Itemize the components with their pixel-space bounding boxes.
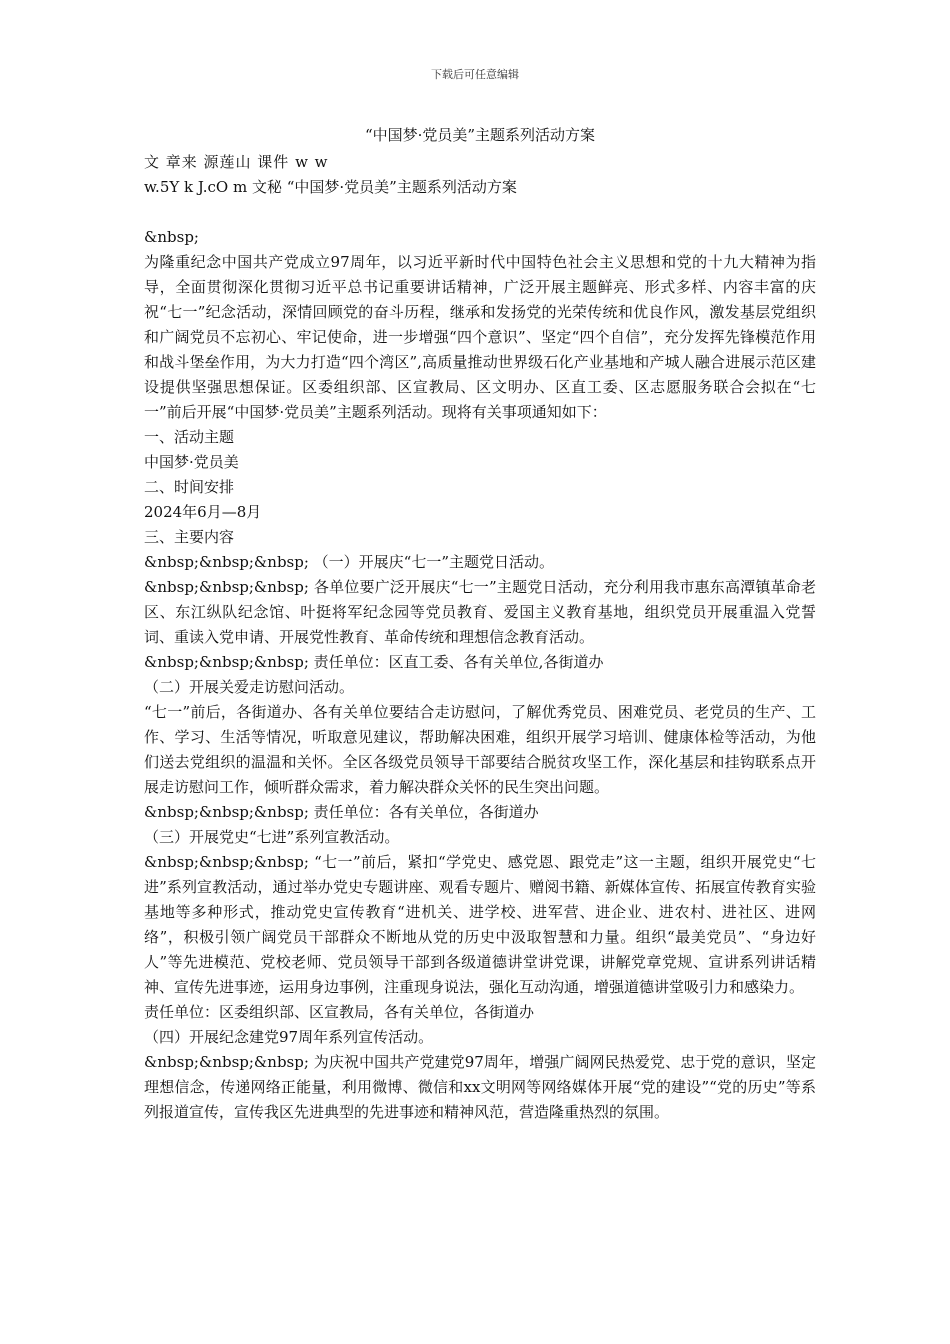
item-3-body: &nbsp;&nbsp;&nbsp; “七一”前后，紧扣“学党史、感党恩、跟党走”这一主题，组织开展党史“七进”系列宣教活动，通过举办党史专题讲座、观看专题片、赠阅书籍、新媒体宣传、拓展宣传教育实验基地等多种形式，推动党史宣传教育“进机关、进学校、进军营、进企业、进农村、进社区、进网络”，积极引领广阔党员干部群众不断地从党的历史中汲取智慧和力量。组织“最美党员”、“身边好人”等先进模范、党校老师、党员领导干部到各级道德讲堂讲党课，讲解党章党规、宣讲系列讲话精神、宣传先进事迹，运用身边事例，注重现身说法，强化互动沟通，增强道德讲堂吸引力和感染力。	[144, 853, 816, 996]
item-2-heading: （二）开展关爱走访慰问活动。	[144, 678, 355, 696]
section-1-heading: 一、活动主题	[144, 428, 235, 446]
item-1-heading: &nbsp;&nbsp;&nbsp; （一）开展庆“七一”主题党日活动。	[144, 553, 555, 571]
item-2-responsibility: &nbsp;&nbsp;&nbsp; 责任单位：各有关单位，各街道办	[144, 803, 539, 821]
item-2-body: “七一”前后，各街道办、各有关单位要结合走访慰问，了解优秀党员、困难党员、老党员的生产、工作、学习、生活等情况，听取意见建议，帮助解决困难，组织开展学习培训、健康体检等活动，为他们送去党组织的温温和关怀。全区各级党员领导干部要结合脱贫攻坚工作，深化基层和挂钩联系点开展走访慰问工作，倾听群众需求，着力解决群众关怀的民生突出问题。	[144, 703, 816, 796]
item-3-heading: （三）开展党史“七进”系列宣教活动。	[144, 828, 400, 846]
section-2-heading: 二、时间安排	[144, 478, 235, 496]
source-note	[144, 150, 816, 200]
item-4-body: &nbsp;&nbsp;&nbsp; 为庆祝中国共产党建党97周年，增强广阔网民热爱党、忠于党的意识，坚定理想信念，传递网络正能量，利用微博、微信和xx文明网等网络媒体开展“党的建设”“党的历史”等系列报道宣传，宣传我区先进典型的先进事迹和精神风范，营造隆重热烈的氛围。	[144, 1053, 816, 1121]
document-title: “中国梦·党员美”主题系列活动方案	[364, 126, 596, 144]
intro-paragraph: 为隆重纪念中国共产党成立97周年，以习近平新时代中国特色社会主义思想和党的十九大精神为指导，全面贯彻深化贯彻习近平总书记重要讲话精神，广泛开展主题鲜亮、形式多样、内容丰富的庆祝“七一”纪念活动，深情回顾党的奋斗历程，继承和发扬党的光荣传统和优良作风，激发基层党组织和广阔党员不忘初心、牢记使命，进一步增强“四个意识”、坚定“四个自信”，充分发挥先锋模范作用和战斗堡垒作用，为大力打造“四个湾区”,高质量推动世界级石化产业基地和产城人融合进展示范区建设提供坚强思想保证。区委组织部、区宣教局、区文明办、区直工委、区志愿服务联合会拟在“七一”前后开展“中国梦·党员美”主题系列活动。现将有关事项通知如下：	[144, 253, 816, 421]
section-3-heading: 三、主要内容	[144, 528, 235, 546]
item-3-responsibility: 责任单位：区委组织部、区宣教局，各有关单位，各街道办	[144, 1003, 535, 1021]
item-1-body: &nbsp;&nbsp;&nbsp; 各单位要广泛开展庆“七一”主题党日活动，充分利用我市惠东高潭镇革命老区、东江纵队纪念馆、叶挺将军纪念园等党员教育、爱国主义教育基地，组织党员开展重温入党誓词、重读入党申请、开展党性教育、革命传统和理想信念教育活动。	[144, 578, 816, 646]
source-line-1: 文 章来 源莲山 课件 w w	[144, 153, 329, 171]
page-header-note: 下载后可任意编辑	[431, 68, 519, 81]
source-line-2: w.5Y k J.cO m 文秘 “中国梦·党员美”主题系列活动方案	[144, 178, 517, 196]
document-body	[144, 123, 816, 1125]
section-1-content: 中国梦·党员美	[144, 453, 239, 471]
item-1-responsibility: &nbsp;&nbsp;&nbsp; 责任单位：区直工委、各有关单位,各街道办	[144, 653, 604, 671]
item-4-heading: （四）开展纪念建党97周年系列宣传活动。	[144, 1028, 434, 1046]
section-2-content: 2024年6月—8月	[144, 503, 262, 521]
nbsp-line: &nbsp;	[144, 228, 199, 246]
blank-line	[144, 200, 816, 225]
